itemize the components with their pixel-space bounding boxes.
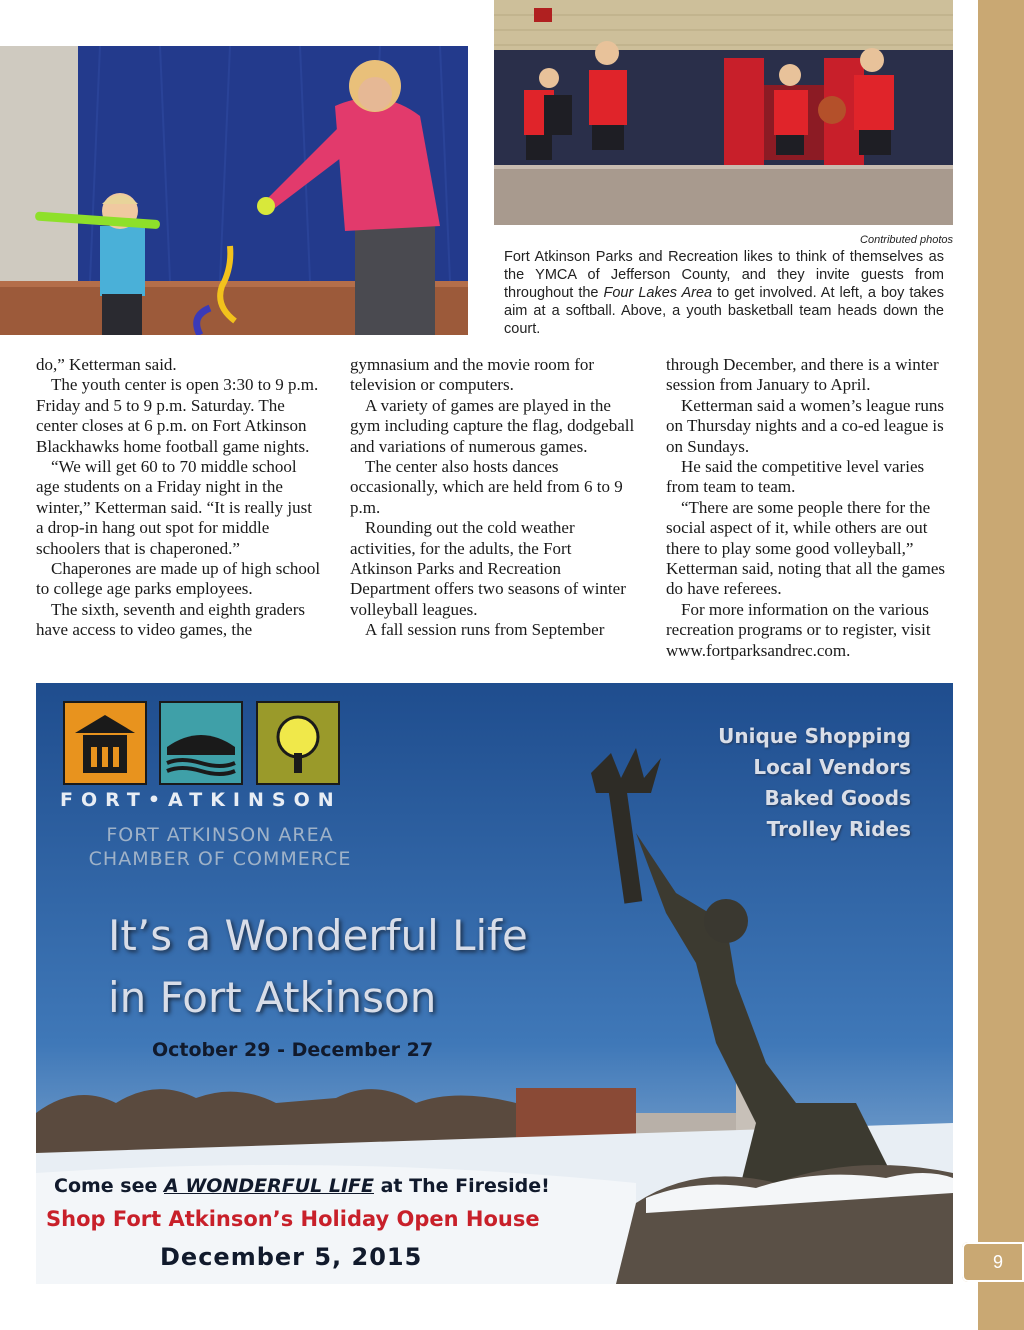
photo-softball-art xyxy=(0,46,468,335)
paragraph: through December, and there is a winter session from January to April. xyxy=(666,355,939,395)
ad-feature: Local Vendors xyxy=(753,755,911,779)
caption-text-2: to get involved. At left, a boy takes aim at a softball. Above, a youth basketball team heads down the court. xyxy=(504,285,944,337)
ad-feature: Baked Goods xyxy=(764,786,911,810)
paragraph: The center also hosts dances occasionally, which are held from 6 to 9 p.m. xyxy=(350,457,623,517)
logo-bridge-icon xyxy=(159,701,243,785)
ad-open-house: Shop Fort Atkinson’s Holiday Open House xyxy=(46,1207,540,1231)
paragraph: He said the competitive level varies from team to team. xyxy=(666,457,925,497)
photo-basketball-art xyxy=(494,0,953,225)
ad-open-house-date: December 5, 2015 xyxy=(160,1243,423,1271)
page-number: 9 xyxy=(992,1252,1003,1272)
paragraph: For more information on the various recreation programs or to register, visit www.fortparksandrec.com. xyxy=(666,599,931,660)
logo-building-icon xyxy=(63,701,147,785)
page-edge-bar xyxy=(978,0,1024,1330)
ad-chamber-line-1: FORT ATKINSON AREA xyxy=(106,824,334,846)
ad-come-see-pre: Come see xyxy=(54,1175,164,1197)
paragraph: The youth center is open 3:30 to 9 p.m. Friday and 5 to 9 p.m. Saturday. The center closes at 6 p.m. on Fort Atkinson Blackhawks home football game nights. xyxy=(36,375,319,456)
article-column-3 xyxy=(666,355,954,661)
ad-come-see-post: at The Fireside! xyxy=(373,1175,550,1197)
paragraph: A fall session runs from September xyxy=(365,620,605,640)
paragraph: Rounding out the cold weather activities, for the adults, the Fort Atkinson Parks and Recreation Department offers two seasons of winter volleyball leagues. xyxy=(350,518,626,619)
photo-credit: Contributed photos xyxy=(860,234,953,246)
caption-text-1: Fort Atkinson Parks and Recreation likes to think of themselves as the YMCA of Jefferson County, and they invite guests from throughout the xyxy=(504,249,944,301)
ad-come-see xyxy=(54,1175,614,1197)
ad-feature: Trolley Rides xyxy=(766,817,911,841)
ad-headline-line-2: in Fort Atkinson xyxy=(108,973,437,1022)
paragraph: The sixth, seventh and eighth graders have access to video games, the xyxy=(36,599,305,640)
ad-dates: October 29 - December 27 xyxy=(152,1039,434,1061)
ad-feature-list xyxy=(636,721,911,845)
ad-headline-line-1: It’s a Wonderful Life xyxy=(108,911,528,960)
caption-emphasis: Four Lakes Area xyxy=(603,285,713,301)
article-column-2 xyxy=(350,355,636,641)
paragraph: gymnasium and the movie room for television or computers. xyxy=(350,355,595,395)
ad-chamber xyxy=(60,823,380,871)
ad-chamber-line-2: CHAMBER OF COMMERCE xyxy=(88,848,352,870)
article-column-1 xyxy=(36,355,322,641)
chamber-advertisement xyxy=(36,683,953,1284)
paragraph: “There are some people there for the social aspect of it, while others are out there to play some good volleyball,” Ketterman said, noting that all the games do have referees. xyxy=(666,497,946,599)
photo-caption xyxy=(504,248,944,338)
paragraph: Chaperones are made up of high school to college age parks employees. xyxy=(36,559,321,599)
ad-come-see-title: A WONDERFUL LIFE xyxy=(164,1175,374,1197)
logo-tree-icon xyxy=(256,701,340,785)
paragraph: do,” Ketterman said. xyxy=(36,355,177,374)
page-number-tab xyxy=(962,1242,1024,1282)
photo-basketball xyxy=(494,0,953,225)
ad-brand: FORT•ATKINSON xyxy=(60,789,342,811)
paragraph: “We will get 60 to 70 middle school age students on a Friday night in the winter,” Ketterman said. “It is really just a drop-in hang out spot for middle schoolers that is chaperoned.” xyxy=(36,457,312,558)
ad-feature: Unique Shopping xyxy=(718,724,911,748)
paragraph: Ketterman said a women’s league runs on Thursday nights and a co-ed league is on Sundays. xyxy=(666,395,944,456)
ad-headline xyxy=(108,905,668,1029)
paragraph: A variety of games are played in the gym including capture the flag, dodgeball and variations of numerous games. xyxy=(350,395,635,456)
photo-softball xyxy=(0,46,468,335)
